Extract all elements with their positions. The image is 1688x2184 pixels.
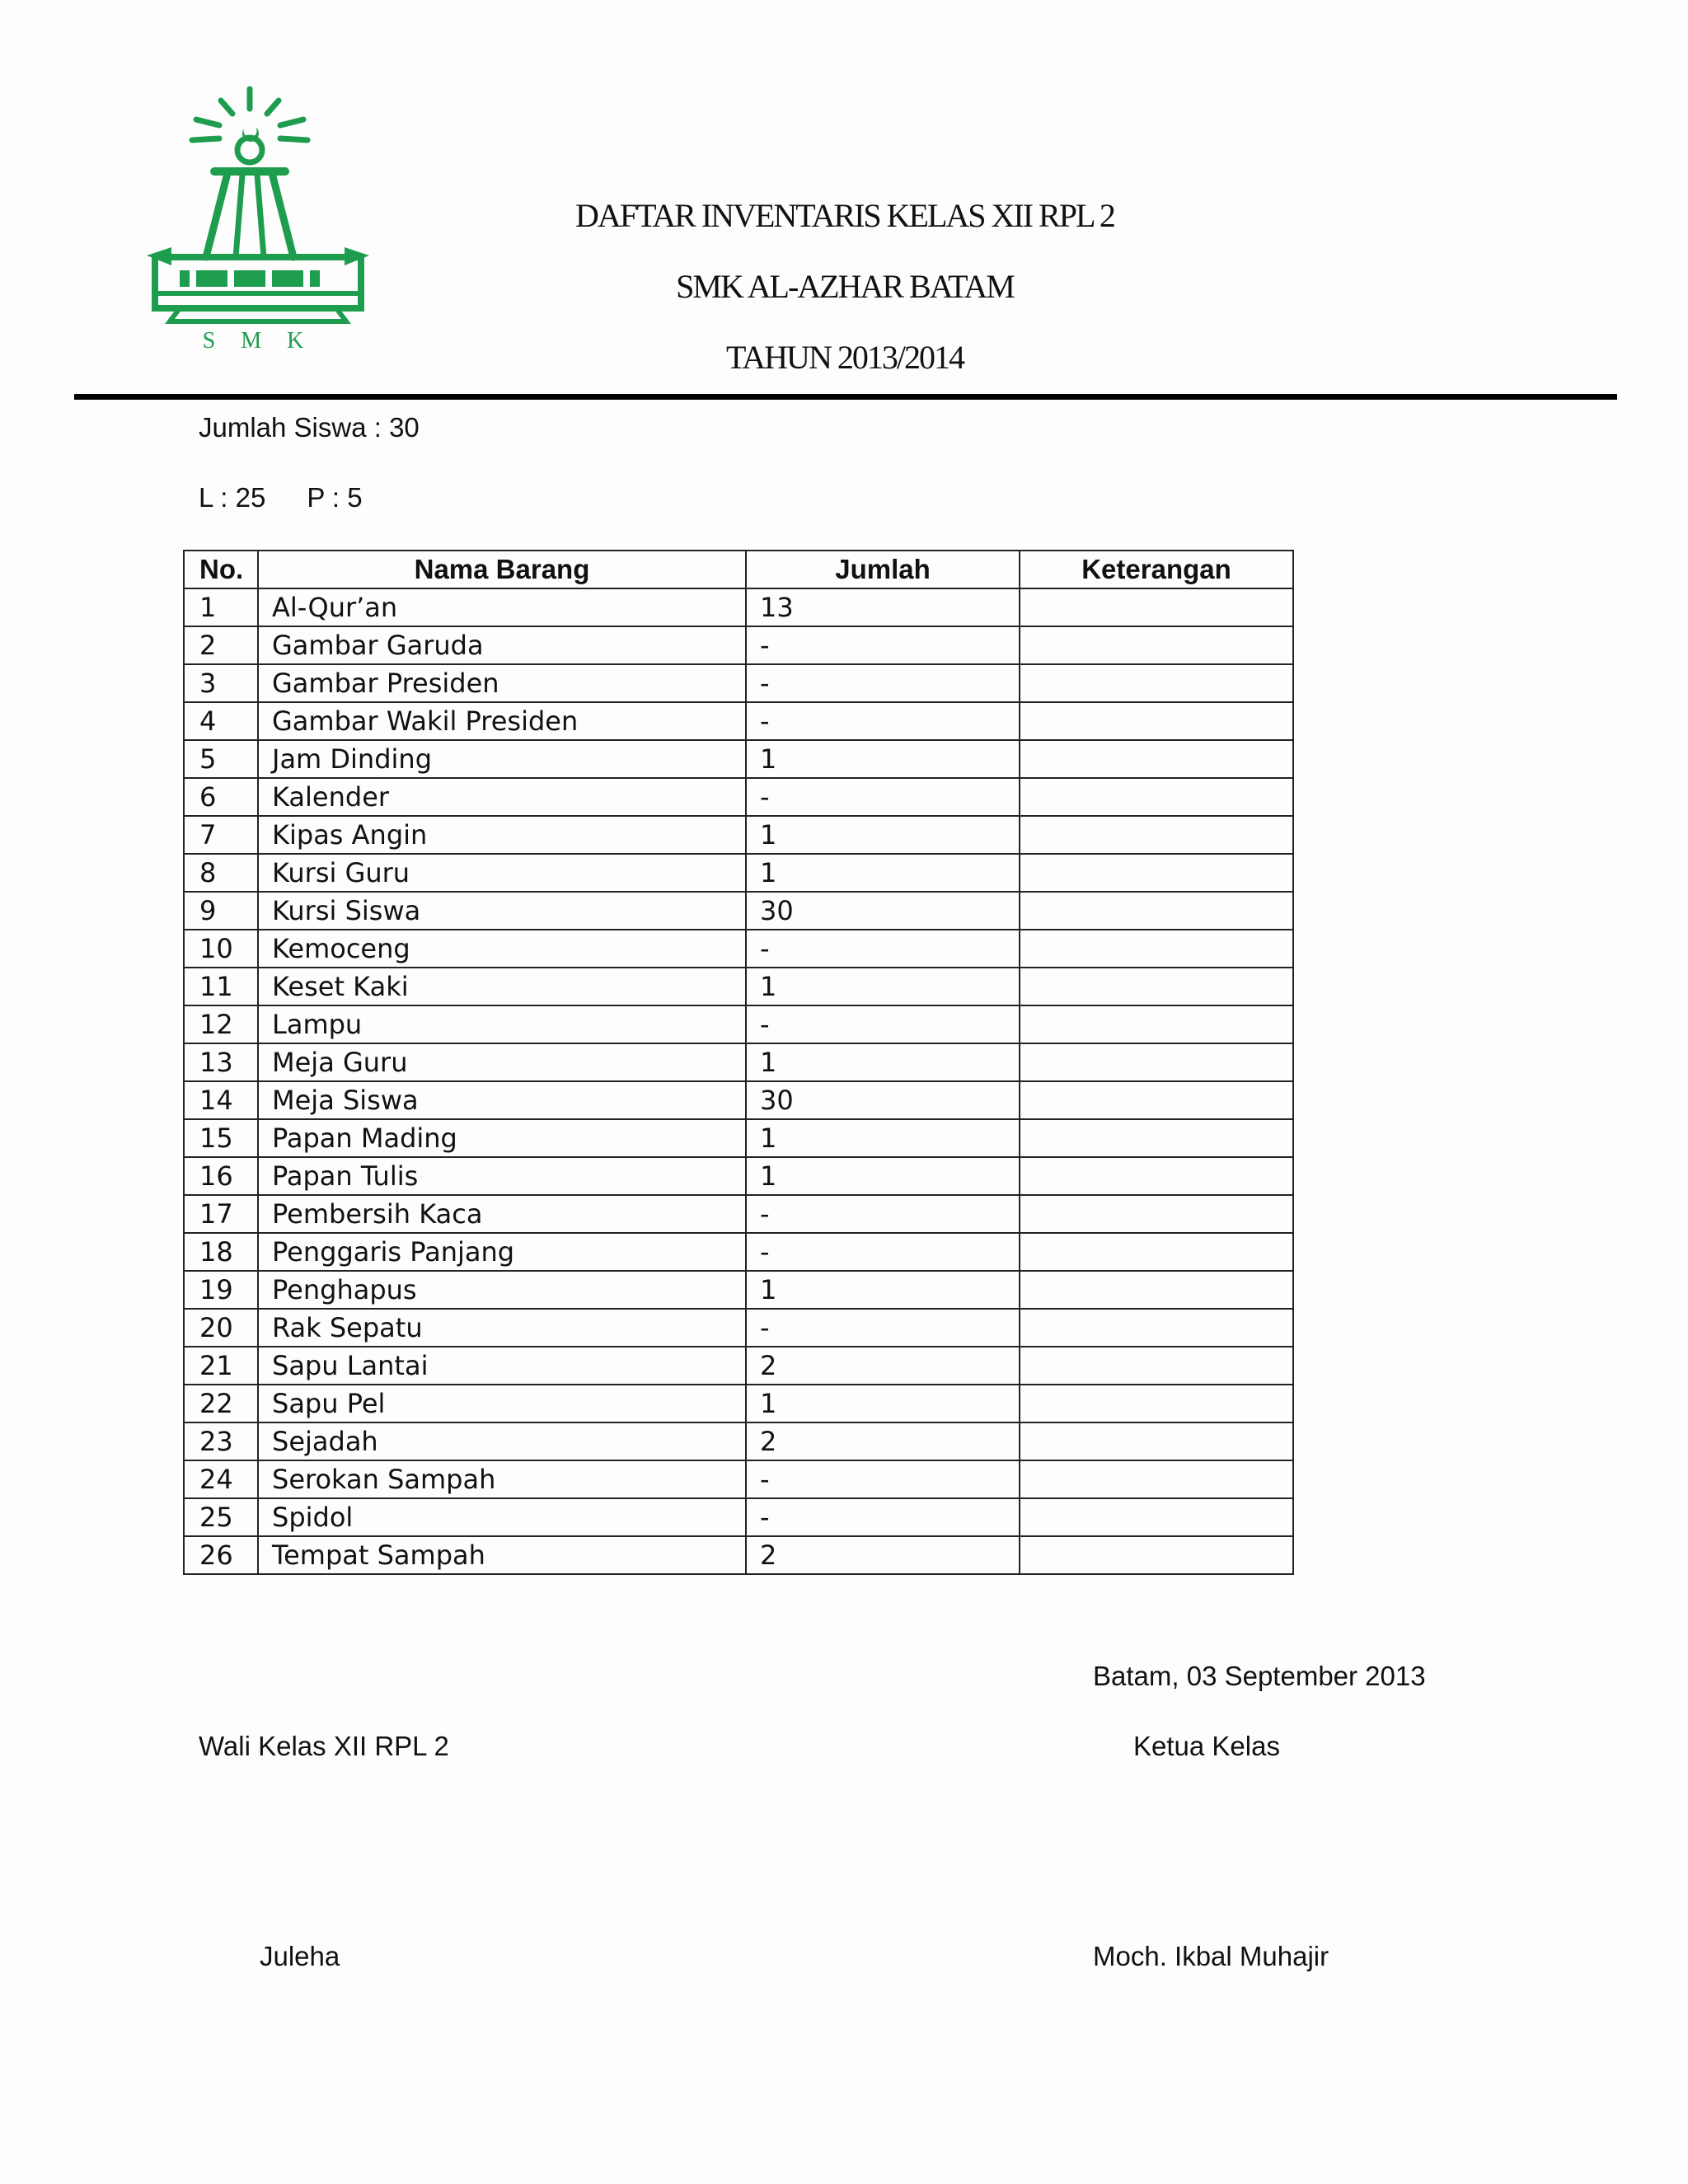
- cell-jumlah: 13: [746, 588, 1020, 626]
- cell-nama-barang: Lampu: [258, 1005, 746, 1043]
- student-count: Jumlah Siswa : 30: [199, 412, 420, 443]
- cell-jumlah: 2: [746, 1536, 1020, 1574]
- cell-jumlah: 2: [746, 1347, 1020, 1385]
- header-divider: [74, 394, 1617, 400]
- inventory-table: [183, 550, 1294, 1575]
- cell-no: 4: [184, 702, 258, 740]
- table-row: [184, 1157, 1293, 1195]
- table-row: [184, 588, 1293, 626]
- cell-no: 14: [184, 1081, 258, 1119]
- cell-no: 12: [184, 1005, 258, 1043]
- cell-nama-barang: Pembersih Kaca: [258, 1195, 746, 1233]
- cell-keterangan: [1020, 1043, 1293, 1081]
- cell-jumlah: -: [746, 702, 1020, 740]
- cell-jumlah: -: [746, 1233, 1020, 1271]
- cell-keterangan: [1020, 1195, 1293, 1233]
- cell-jumlah: 1: [746, 1043, 1020, 1081]
- cell-nama-barang: Kursi Guru: [258, 854, 746, 892]
- cell-nama-barang: Meja Guru: [258, 1043, 746, 1081]
- cell-jumlah: 1: [746, 968, 1020, 1005]
- cell-keterangan: [1020, 1309, 1293, 1347]
- academic-year: TAHUN 2013/2014: [726, 339, 964, 376]
- cell-nama-barang: Sejadah: [258, 1422, 746, 1460]
- cell-keterangan: [1020, 1005, 1293, 1043]
- cell-jumlah: -: [746, 1195, 1020, 1233]
- cell-keterangan: [1020, 968, 1293, 1005]
- ketua-kelas-title: Ketua Kelas: [1133, 1731, 1280, 1761]
- cell-jumlah: -: [746, 1309, 1020, 1347]
- cell-nama-barang: Gambar Garuda: [258, 626, 746, 664]
- cell-keterangan: [1020, 778, 1293, 816]
- cell-nama-barang: Papan Tulis: [258, 1157, 746, 1195]
- cell-keterangan: [1020, 930, 1293, 968]
- table-row: [184, 1347, 1293, 1385]
- cell-keterangan: [1020, 1157, 1293, 1195]
- gender-count: [199, 482, 363, 513]
- cell-nama-barang: Kipas Angin: [258, 816, 746, 854]
- table-row: [184, 816, 1293, 854]
- cell-jumlah: 1: [746, 1119, 1020, 1157]
- cell-no: 15: [184, 1119, 258, 1157]
- table-row: [184, 740, 1293, 778]
- logo-text: S M K: [202, 328, 314, 354]
- cell-keterangan: [1020, 740, 1293, 778]
- school-logo: [147, 82, 369, 354]
- cell-no: 9: [184, 892, 258, 930]
- table-header-row: [184, 551, 1293, 588]
- cell-nama-barang: Serokan Sampah: [258, 1460, 746, 1498]
- female-count: P : 5: [307, 482, 363, 513]
- cell-nama-barang: Kursi Siswa: [258, 892, 746, 930]
- cell-jumlah: -: [746, 626, 1020, 664]
- table-row: [184, 626, 1293, 664]
- cell-jumlah: 1: [746, 816, 1020, 854]
- cell-no: 10: [184, 930, 258, 968]
- cell-keterangan: [1020, 1460, 1293, 1498]
- table-row: [184, 1385, 1293, 1422]
- cell-jumlah: -: [746, 1498, 1020, 1536]
- cell-jumlah: 1: [746, 1157, 1020, 1195]
- table-row: [184, 664, 1293, 702]
- cell-keterangan: [1020, 816, 1293, 854]
- cell-no: 11: [184, 968, 258, 1005]
- cell-nama-barang: Kalender: [258, 778, 746, 816]
- table-row: [184, 1005, 1293, 1043]
- cell-keterangan: [1020, 626, 1293, 664]
- cell-no: 22: [184, 1385, 258, 1422]
- table-row: [184, 1195, 1293, 1233]
- cell-no: 19: [184, 1271, 258, 1309]
- cell-no: 16: [184, 1157, 258, 1195]
- table-row: [184, 1460, 1293, 1498]
- cell-no: 24: [184, 1460, 258, 1498]
- table-row: [184, 1271, 1293, 1309]
- cell-nama-barang: Gambar Wakil Presiden: [258, 702, 746, 740]
- cell-keterangan: [1020, 1271, 1293, 1309]
- cell-jumlah: -: [746, 1460, 1020, 1498]
- cell-nama-barang: Jam Dinding: [258, 740, 746, 778]
- table-row: [184, 1043, 1293, 1081]
- cell-jumlah: -: [746, 778, 1020, 816]
- cell-no: 2: [184, 626, 258, 664]
- inventory-table-body: [184, 588, 1293, 1574]
- table-row: [184, 1422, 1293, 1460]
- cell-jumlah: -: [746, 1005, 1020, 1043]
- cell-no: 25: [184, 1498, 258, 1536]
- cell-no: 6: [184, 778, 258, 816]
- place-date: Batam, 03 September 2013: [1093, 1661, 1426, 1691]
- cell-no: 17: [184, 1195, 258, 1233]
- cell-nama-barang: Kemoceng: [258, 930, 746, 968]
- cell-no: 8: [184, 854, 258, 892]
- cell-keterangan: [1020, 1385, 1293, 1422]
- cell-keterangan: [1020, 1119, 1293, 1157]
- table-row: [184, 1233, 1293, 1271]
- cell-keterangan: [1020, 1536, 1293, 1574]
- cell-no: 20: [184, 1309, 258, 1347]
- school-name: SMK AL-AZHAR BATAM: [676, 268, 1014, 305]
- cell-nama-barang: Rak Sepatu: [258, 1309, 746, 1347]
- cell-keterangan: [1020, 1422, 1293, 1460]
- cell-nama-barang: Tempat Sampah: [258, 1536, 746, 1574]
- cell-no: 21: [184, 1347, 258, 1385]
- cell-jumlah: 1: [746, 1271, 1020, 1309]
- cell-no: 23: [184, 1422, 258, 1460]
- cell-keterangan: [1020, 702, 1293, 740]
- cell-no: 7: [184, 816, 258, 854]
- cell-nama-barang: Sapu Lantai: [258, 1347, 746, 1385]
- cell-keterangan: [1020, 892, 1293, 930]
- cell-jumlah: 1: [746, 1385, 1020, 1422]
- table-row: [184, 1498, 1293, 1536]
- table-row: [184, 1536, 1293, 1574]
- cell-no: 13: [184, 1043, 258, 1081]
- wali-kelas-name: Juleha: [260, 1941, 340, 1971]
- cell-keterangan: [1020, 854, 1293, 892]
- cell-keterangan: [1020, 1233, 1293, 1271]
- table-row: [184, 892, 1293, 930]
- cell-no: 18: [184, 1233, 258, 1271]
- header-nama-barang: Nama Barang: [258, 551, 746, 588]
- cell-jumlah: 1: [746, 740, 1020, 778]
- header-no: No.: [184, 551, 258, 588]
- wali-kelas-title: Wali Kelas XII RPL 2: [199, 1731, 449, 1761]
- cell-nama-barang: Meja Siswa: [258, 1081, 746, 1119]
- cell-nama-barang: Sapu Pel: [258, 1385, 746, 1422]
- table-row: [184, 1081, 1293, 1119]
- ketua-kelas-name: Moch. Ikbal Muhajir: [1093, 1941, 1329, 1971]
- cell-jumlah: 30: [746, 892, 1020, 930]
- cell-nama-barang: Penghapus: [258, 1271, 746, 1309]
- table-row: [184, 702, 1293, 740]
- cell-jumlah: 1: [746, 854, 1020, 892]
- table-row: [184, 1309, 1293, 1347]
- cell-nama-barang: Penggaris Panjang: [258, 1233, 746, 1271]
- table-row: [184, 854, 1293, 892]
- cell-no: 5: [184, 740, 258, 778]
- cell-nama-barang: Gambar Presiden: [258, 664, 746, 702]
- cell-keterangan: [1020, 1347, 1293, 1385]
- cell-nama-barang: Spidol: [258, 1498, 746, 1536]
- cell-no: 1: [184, 588, 258, 626]
- cell-keterangan: [1020, 1081, 1293, 1119]
- cell-keterangan: [1020, 1498, 1293, 1536]
- cell-nama-barang: Papan Mading: [258, 1119, 746, 1157]
- table-row: [184, 968, 1293, 1005]
- table-row: [184, 778, 1293, 816]
- cell-jumlah: 30: [746, 1081, 1020, 1119]
- cell-jumlah: -: [746, 930, 1020, 968]
- cell-no: 26: [184, 1536, 258, 1574]
- table-row: [184, 1119, 1293, 1157]
- cell-nama-barang: Al-Qur’an: [258, 588, 746, 626]
- cell-keterangan: [1020, 588, 1293, 626]
- cell-jumlah: -: [746, 664, 1020, 702]
- cell-nama-barang: Keset Kaki: [258, 968, 746, 1005]
- cell-jumlah: 2: [746, 1422, 1020, 1460]
- document-title: DAFTAR INVENTARIS KELAS XII RPL 2: [575, 197, 1114, 234]
- cell-keterangan: [1020, 664, 1293, 702]
- cell-no: 3: [184, 664, 258, 702]
- table-row: [184, 930, 1293, 968]
- header-keterangan: Keterangan: [1020, 551, 1293, 588]
- male-count: L : 25: [199, 482, 266, 513]
- header-jumlah: Jumlah: [746, 551, 1020, 588]
